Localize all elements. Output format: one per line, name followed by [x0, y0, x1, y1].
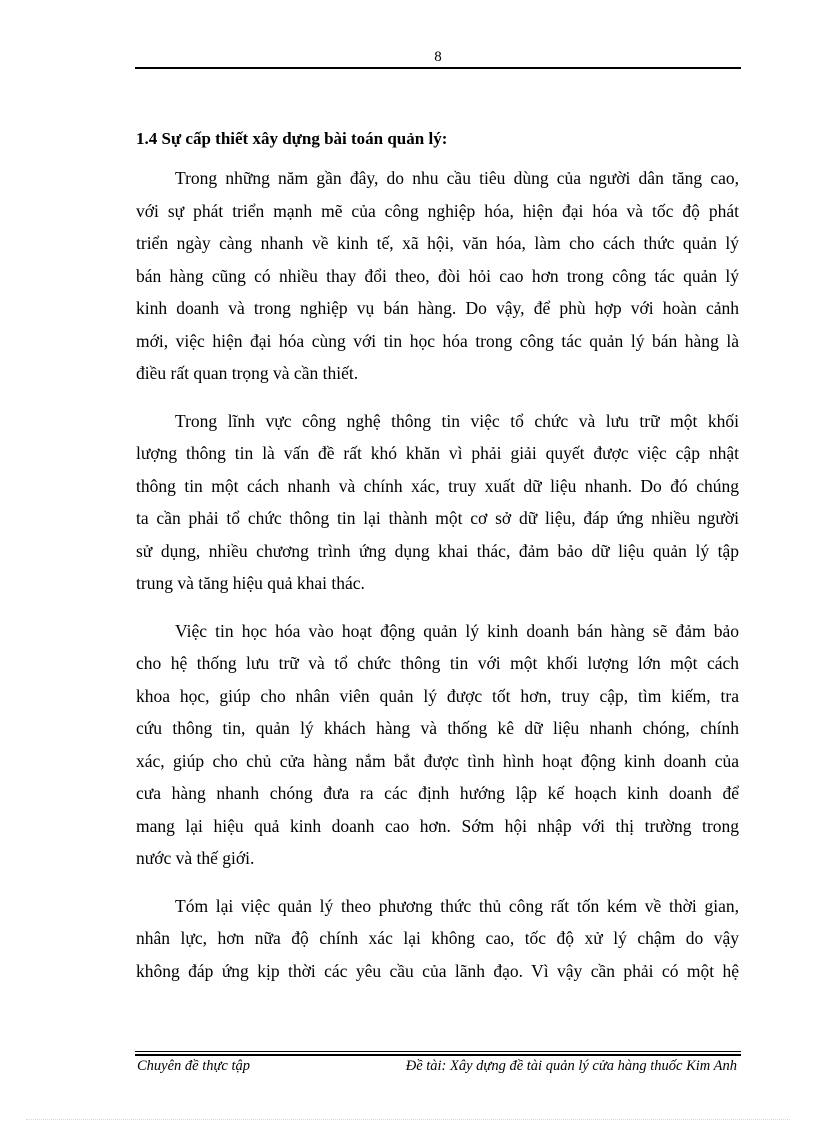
paragraph-3 — [136, 615, 739, 875]
paragraph-line: thông tin một cách nhanh và chính xác, truy xuất dữ liệu nhanh. Do đó chúng — [136, 475, 739, 496]
footer-rule — [135, 1051, 741, 1052]
paragraph-line: Tóm lại việc quản lý theo phương thức thủ công rất tốn kém về thời gian, — [175, 895, 739, 916]
page-edge-dotted-line — [26, 1119, 790, 1120]
paragraph-1 — [136, 162, 739, 390]
header-rule — [135, 67, 741, 69]
paragraph-4 — [136, 890, 739, 988]
paragraph-line: kinh doanh và trong nghiệp vụ bán hàng. Do vậy, để phù hợp với hoàn cảnh — [136, 298, 739, 318]
paragraph-line: nước và thế giới. — [136, 848, 255, 868]
paragraph-line: điều rất quan trọng và cần thiết. — [136, 363, 359, 383]
paragraph-line: sử dụng, nhiều chương trình ứng dụng khai thác, đảm bảo dữ liệu quản lý tập — [136, 540, 739, 561]
footer-right-text: Đề tài: Xây dựng đề tài quản lý cửa hàng thuốc Kim Anh — [405, 1058, 737, 1074]
footer-rule — [135, 1054, 741, 1056]
paragraph-line: xác, giúp cho chủ cửa hàng nắm bắt được tình hình hoạt động kinh doanh của — [136, 750, 739, 771]
paragraph-2 — [136, 405, 739, 600]
paragraph-line: lượng thông tin là vấn đề rất khó khăn vì phải giải quyết được việc cập nhật — [136, 443, 739, 463]
paragraph-line: khoa học, giúp cho nhân viên quản lý được tốt hơn, truy cập, tìm kiếm, tra — [136, 685, 739, 706]
paragraph-line: trung và tăng hiệu quả khai thác. — [136, 573, 365, 593]
paragraph-line: không đáp ứng kịp thời các yêu cầu của lãnh đạo. Vì vậy cần phải có một hệ — [136, 960, 739, 981]
paragraph-line: cưa hàng nhanh chóng đưa ra các định hướng lập kế hoạch kinh doanh để — [136, 783, 739, 803]
page-number: 8 — [434, 49, 442, 65]
paragraph-line: Trong lĩnh vực công nghệ thông tin việc tổ chức và lưu trữ một khối — [175, 410, 739, 431]
document-body — [136, 129, 739, 1002]
paragraph-line: mang lại hiệu quả kinh doanh cao hơn. Sớm hội nhập với thị trường trong — [136, 815, 739, 836]
paragraph-line: Trong những năm gần đây, do nhu cầu tiêu dùng của người dân tăng cao, — [175, 168, 739, 188]
paragraph-line: bán hàng cũng có nhiều thay đổi theo, đòi hỏi cao hơn trong công tác quản lý — [136, 265, 739, 286]
paragraph-line: ta cần phải tổ chức thông tin lại thành một cơ sở dữ liệu, đáp ứng nhiều người — [136, 508, 739, 528]
footer-left-text: Chuyên đề thực tập — [137, 1058, 251, 1074]
paragraph-line: Việc tin học hóa vào hoạt động quản lý kinh doanh bán hàng sẽ đảm bảo — [175, 620, 739, 641]
paragraph-line: cứu thông tin, quản lý khách hàng và thống kê dữ liệu nhanh chóng, chính — [136, 718, 739, 738]
paragraph-line: cho hệ thống lưu trữ và tổ chức thông tin với một khối lượng lớn một cách — [136, 653, 739, 673]
section-heading: 1.4 Sự cấp thiết xây dựng bài toán quản lý: — [136, 129, 448, 148]
paragraph-line: mới, việc hiện đại hóa cùng với tin học hóa trong công tác quản lý bán hàng là — [136, 330, 739, 351]
paragraph-line: triển ngày càng nhanh về kinh tế, xã hội, văn hóa, làm cho cách thức quản lý — [136, 233, 739, 253]
paragraph-line: với sự phát triển mạnh mẽ của công nghiệp hóa, hiện đại hóa và tốc độ phát — [136, 200, 739, 221]
paragraph-line: nhân lực, hơn nữa độ chính xác lại không cao, tốc độ xử lý chậm do vậy — [136, 928, 739, 948]
